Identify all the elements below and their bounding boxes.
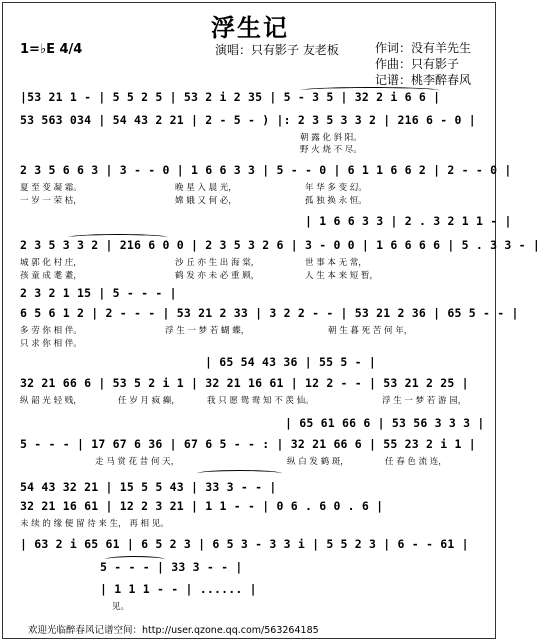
slur-mark: [105, 556, 165, 563]
lyric-line-27: 见。: [112, 602, 130, 612]
score-line-4: 2 3 5 3 3 2 | 216 6 0 0 | 2 3 5 3 2 6 | 3 - 0 0 | 1 6 6 6 6 | 5 . 3 3 - |: [20, 238, 540, 252]
song-title: 浮生记: [211, 13, 289, 42]
lyricist-credit: 作词：没有羊先生: [375, 41, 472, 55]
score-line-13: | 63 2 i 65 61 | 6 5 2 3 | 6 5 3 - 3 3 i | 5 5 2 3 | 6 - - 61 |: [20, 537, 469, 551]
transcriber-credit: 记谱：桃李醉春风: [375, 73, 472, 87]
lyric-line-19: 纵 韶 光 轻 贱，: [20, 396, 82, 406]
score-line-9: | 65 61 66 6 | 53 56 3 3 3 |: [285, 416, 485, 430]
slur-mark: [197, 470, 282, 477]
slur-mark: [68, 234, 168, 241]
lyric-line-4: 晚 星 入 晨 光，: [175, 183, 237, 193]
lyric-line-10: 沙 丘 亦 生 出 海 棠，: [175, 258, 260, 268]
lyric-line-21: 我 只 愿 鸳 鸯 知 不 羡 仙。: [207, 396, 314, 406]
score-line-3: 2 3 5 6 6 3 | 3 - - 0 | 1 6 6 3 3 | 5 - - 0 | 6 1 1 6 6 2 | 2 - - 0 |: [20, 163, 512, 177]
lyric-line-2: 野 火 烧 不 尽。: [300, 145, 362, 155]
lyric-line-20: 任 岁 月 疯 癫，: [118, 396, 180, 406]
score-line-10: 5 - - - | 17 67 6 36 | 67 6 5 - - : | 32 21 66 6 | 55 23 2 i 1 |: [20, 437, 476, 451]
score-line-15: | 1 1 1 - - | ...... |: [100, 582, 257, 596]
lyric-line-25: 任 春 色 流 连，: [385, 457, 447, 467]
lyric-line-24: 纵 白 发 鹤 斑，: [287, 457, 349, 467]
lyric-line-14: 人 生 本 来 短 暂，: [305, 271, 379, 281]
lyric-line-18: 只 求 你 相 伴。: [20, 339, 82, 349]
score-line-14: 5 - - - | 33 3 - - |: [100, 560, 243, 574]
lyric-line-13: 鹤 发 亦 未 必 重 顾，: [175, 271, 260, 281]
lyric-line-16: 浮 生 一 梦 若 蝴 蝶，: [165, 326, 250, 336]
credits: [375, 40, 471, 88]
lyric-line-26: 未 续 的 缘 便 留 待 来 生， 再 相 见。: [20, 519, 169, 529]
score-line-1: |53 21 1 - | 5 5 2 5 | 53 2 i 2 35 | 5 - 3 5 | 32 2 i 6 6 |: [20, 90, 441, 104]
key-signature: 1=♭E 4/4: [20, 42, 83, 57]
lyric-line-3: 夏 至 变 凝 霜。: [20, 183, 82, 193]
lyric-line-11: 世 事 本 无 常，: [305, 258, 367, 268]
lyric-line-9: 城 郭 化 村 庄，: [20, 258, 82, 268]
lyric-line-15: 多 劳 你 相 伴。: [20, 326, 82, 336]
score-line-8: 32 21 66 6 | 53 5 2 i 1 | 32 21 16 61 | 12 2 - - | 53 21 2 25 |: [20, 376, 469, 390]
lyric-line-22: 浮 生 一 梦 若 游 园，: [382, 396, 467, 406]
score-line-7: | 65 54 43 36 | 55 5 - |: [205, 355, 376, 369]
score-line-11: 54 43 32 21 | 15 5 5 43 | 33 3 - - |: [20, 480, 277, 494]
composer-credit: 作曲：只有影子: [375, 57, 460, 71]
lyric-line-23: 走 马 赏 花 昔 何 天，: [95, 457, 180, 467]
lyric-line-12: 孩 童 成 耄 耋，: [20, 271, 82, 281]
lyric-line-5: 年 华 多 变 幻。: [305, 183, 367, 193]
score-line-6: 6 5 6 1 2 | 2 - - - | 53 21 2 33 | 3 2 2 - - | 53 21 2 36 | 65 5 - - |: [20, 306, 519, 320]
performers: 演唱：只有影子 友老板: [215, 43, 339, 57]
slur-mark: [300, 87, 440, 94]
lyric-line-7: 嫦 娥 又 何 必，: [175, 196, 237, 206]
score-line-2: 53 563 034 | 54 43 2 21 | 2 - 5 - ) |: 2 3 5 3 3 2 | 216 6 - 0 |: [20, 113, 476, 127]
lyric-line-17: 朝 生 暮 死 苦 何 年，: [328, 326, 413, 336]
lyric-line-1: 朝 露 化 斜 阳。: [300, 133, 362, 143]
lyric-line-8: 孤 独 换 永 恒。: [305, 196, 367, 206]
score-line-12: 32 21 16 61 | 12 2 3 21 | 1 1 - - | 0 6 . 6 0 . 6 |: [20, 499, 384, 513]
footer-note: 欢迎光临醉春风记谱空间：http://user.qzone.qq.com/563264185: [28, 625, 319, 636]
score-line-3b: | 1 6 6 3 3 | 2 . 3 2 1 1 - |: [305, 214, 512, 228]
score-line-5: 2 3 2 1 15 | 5 - - - |: [20, 286, 177, 300]
lyric-line-6: 一 岁 一 荣 枯，: [20, 196, 82, 206]
